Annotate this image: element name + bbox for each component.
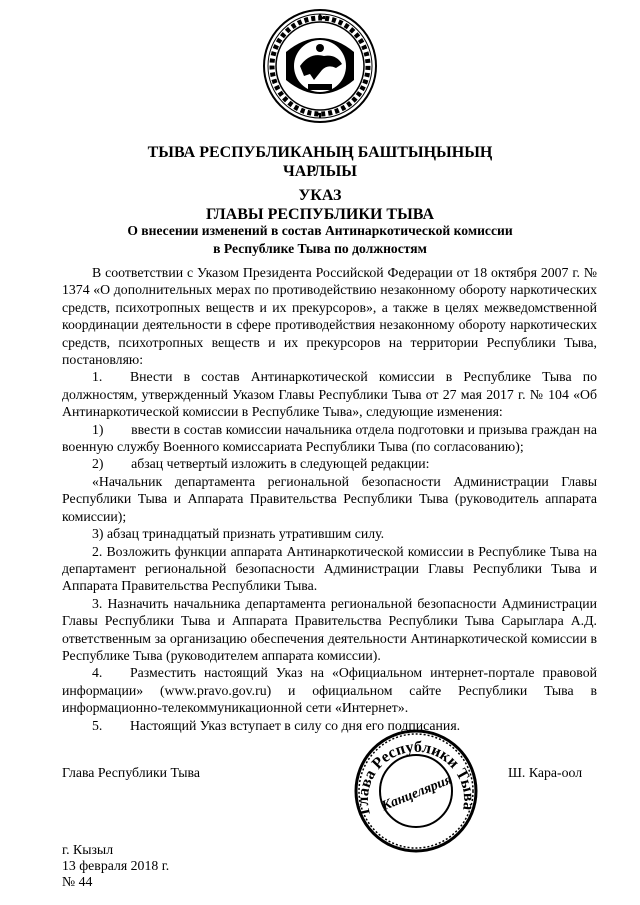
office-stamp — [352, 727, 480, 855]
preamble-paragraph: В соответствии с Указом Президента Российской Федерации от 18 октября 2007 г. № 1374 «О дополнительных мерах по противодействию незаконному обороту наркотических средств, психотропных веществ и их прекурсоров», а также в целях межведомственной координации деятельности в сфере противодействия незаконному обороту наркотических средств, психотропных веществ и их прекурсоров на территории Республики Тыва, постановляю: — [62, 265, 597, 368]
decree-body — [62, 264, 597, 734]
decree-subject-line1: О внесении изменений в состав Антинаркотической комиссии — [127, 223, 513, 238]
decree-subject — [0, 222, 640, 258]
decree-subject-line2: в Республике Тыва по должностям — [213, 241, 427, 256]
republic-emblem — [262, 8, 378, 124]
item-1-2-quote-paragraph: «Начальник департамента региональной безопасности Администрации Главы Республики Тыва и Аппарата Правительства Республики Тыва (руководитель аппарата комиссии); — [62, 473, 597, 524]
decree-title-line1: УКАЗ — [298, 187, 342, 204]
decree-title — [0, 186, 640, 224]
item-1-3-paragraph: 3) абзац тринадцатый признать утратившим силу. — [92, 526, 385, 542]
decree-title-line2: ГЛАВЫ РЕСПУБЛИКИ ТЫВА — [205, 206, 434, 223]
issue-city: г. Кызыл — [62, 842, 114, 857]
item-2-paragraph: 2. Возложить функции аппарата Антинаркотической комиссии в Республике Тыва на департамент региональной безопасности Администрации Главы Республики Тыва и Аппарата Правительства Республики Тыва. — [62, 543, 597, 594]
item-1-1-paragraph: 1) ввести в состав комиссии начальника отдела подготовки и призыва граждан на военную службу Военного комиссариата Республики Тыва (по согласованию); — [62, 421, 597, 455]
item-5-paragraph: 5. Настоящий Указ вступает в силу со дня его подписания. — [92, 717, 461, 733]
issuer-title-line2: ЧАРЛЫЫ — [282, 163, 357, 180]
issuer-title-tuvan — [0, 143, 640, 181]
signatory-position: Глава Республики Тыва — [62, 765, 200, 780]
decree-number: № 44 — [62, 874, 93, 889]
issue-date: 13 февраля 2018 г. — [62, 858, 170, 873]
item-3-paragraph: 3. Назначить начальника департамента региональной безопасности Администрации Главы Республики Тыва и Аппарата Правительства Республики Тыва Сарыглара А.Д. ответственным за организацию обеспечения деятельности Антинаркотической комиссии в Республике Тыва (руководителем аппарата комиссии). — [62, 595, 597, 663]
stamp-inner-text: Канцелярия — [379, 772, 455, 815]
item-1-paragraph: 1. Внести в состав Антинаркотической комиссии в Республике Тыва по должностям, утвержденный Указом Главы Республики Тыва от 27 мая 2017 г. № 104 «Об Антинаркотической комиссии в Республике Тыва», следующие изменения: — [62, 369, 597, 420]
signatory-name: Ш. Кара-оол — [508, 765, 583, 780]
item-1-2-paragraph: 2) абзац четвертый изложить в следующей редакции: — [92, 456, 430, 472]
issuer-title-line1: ТЫВА РЕСПУБЛИКАНЫҢ БАШТЫҢЫНЫҢ — [147, 144, 493, 161]
decree-footer — [62, 842, 169, 890]
stamp-outer-text: Глава Республики Тыва — [354, 738, 478, 817]
item-4-paragraph: 4. Разместить настоящий Указ на «Официальном интернет-портале правовой информации» (www.pravo.gov.ru) и официальном сайте Республики Тыва в информационно-телекоммуникационной сети «Интернет». — [62, 665, 597, 716]
